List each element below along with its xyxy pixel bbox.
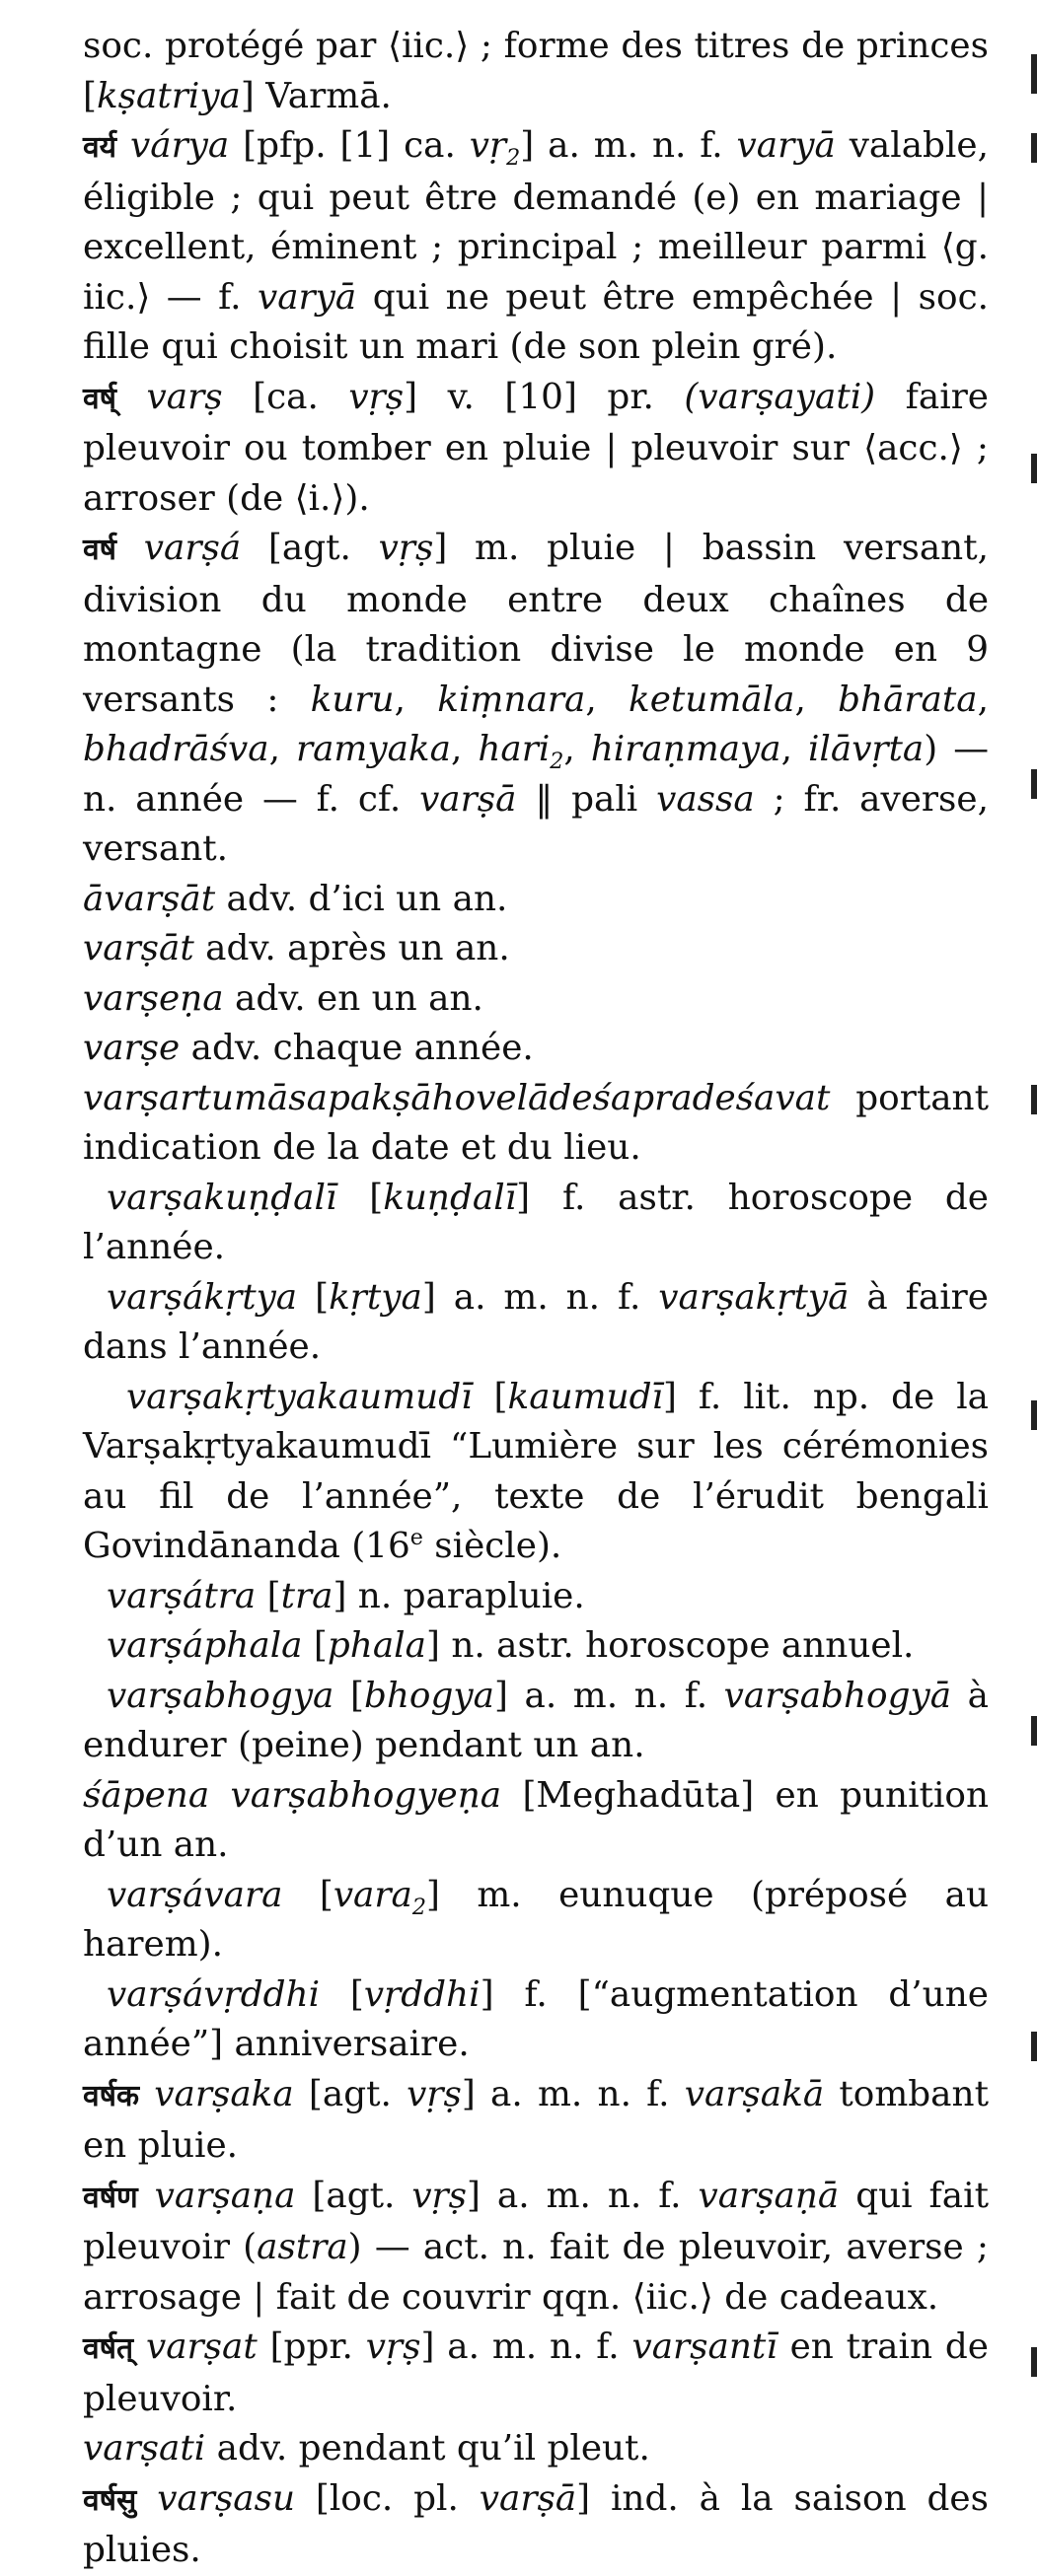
dictionary-entry: वर्षक varṣaka [agt. vṛṣ] a. m. n. f. varṣakā tombant en pluie.: [83, 2073, 989, 2166]
dictionary-entry: āvarṣāt adv. d’ici un an.: [83, 878, 508, 919]
dictionary-entry: varṣāt adv. après un an.: [83, 928, 510, 968]
dictionary-entry: varṣátra [tra] n. parapluie.: [107, 1575, 585, 1616]
dictionary-column: [83, 22, 989, 2576]
dictionary-entry: varṣabhogya [bhogya] a. m. n. f. varṣabhogyā à endurer (peine) pendant un an.: [83, 1675, 989, 1765]
dictionary-entry: वर्षत् varṣat [ppr. vṛṣ] a. m. n. f. varṣantī en train de pleuvoir.: [83, 2326, 989, 2419]
dictionary-entry: varṣakṛtyakaumudī [kaumudī] f. lit. np. de la Varṣakṛtyakaumudī “Lumière sur les cérémonies au fil de l’année”, texte de l’érudit bengali Govindānanda (16e siècle).: [83, 1376, 989, 1566]
dictionary-entry: varṣartumāsapakṣāhovelādeśapradeśavat portant indication de la date et du lieu.: [83, 1077, 989, 1168]
dictionary-entry: varṣávara [vara$_2$] m. eunuque (préposé au harem).: [83, 1874, 989, 1965]
dictionary-entry: वर्षसु varṣasu [loc. pl. varṣā] ind. à la saison des pluies.: [83, 2477, 989, 2570]
clipped-column-edge: [1031, 1716, 1037, 1746]
clipped-column-edge: [1031, 2032, 1037, 2061]
dictionary-entry: varṣákṛtya [kṛtya] a. m. n. f. varṣakṛtyā à faire dans l’année.: [83, 1276, 989, 1367]
clipped-column-edge: [1031, 769, 1037, 799]
dictionary-entry: soc. protégé par ⟨iic.⟩ ; forme des titres de princes [kṣatriya] Varmā.: [83, 26, 989, 116]
dictionary-entry: śāpena varṣabhogyeṇa [Meghadūta] en punition d’un an.: [83, 1774, 989, 1865]
dictionary-entry: varṣati adv. pendant qu’il pleut.: [83, 2428, 650, 2469]
clipped-column-edge: [1031, 1400, 1037, 1430]
dictionary-entry: varṣakuṇḍalī [kuṇḍalī] f. astr. horoscope de l’année.: [83, 1177, 989, 1267]
clipped-column-edge: [1031, 1085, 1037, 1114]
clipped-column-edge: [1031, 54, 1037, 94]
dictionary-entry: वर्ष varṣá [agt. vṛṣ] m. pluie | bassin versant, division du monde entre deux chaînes de montagne (la tradition divise le monde en 9 versants : kuru, kiṃnara, ketumāla, bhārata, bhadrāśva, ramyaka, hari$_2$, hiraṇmaya, ilāvṛta) — n. année — f. cf. varṣā ‖ pali vassa ; fr. averse, versant.: [83, 528, 990, 869]
dictionary-entry: varṣáphala [phala] n. astr. horoscope annuel.: [107, 1625, 915, 1666]
dictionary-entry: varṣávṛddhi [vṛddhi] f. [“augmentation d’une année”] anniversaire.: [83, 1973, 989, 2064]
clipped-column-edge: [1031, 2347, 1037, 2377]
clipped-column-edge: [1031, 454, 1037, 483]
dictionary-entry: वर्य várya [pfp. [1] ca. vṛ$_2$] a. m. n. f. varyā valable, éligible ; qui peut être demandé (e) en mariage | excellent, éminent ; principal ; meilleur parmi ⟨g. iic.⟩ — f. varyā qui ne peut être empêchée | soc. fille qui choisit un mari (de son plein gré).: [83, 125, 989, 367]
dictionary-entry: varṣe adv. chaque année.: [83, 1028, 534, 1068]
dictionary-entry: वर्षण varṣaṇa [agt. vṛṣ] a. m. n. f. varṣaṇā qui fait pleuvoir (astra) — act. n. fait de pleuvoir, averse ; arrosage | fait de couvrir qqn. ⟨iic.⟩ de cadeaux.: [83, 2175, 989, 2318]
dictionary-entry: varṣeṇa adv. en un an.: [83, 977, 483, 1019]
dictionary-entry: वर्ष् varṣ [ca. vṛṣ] v. [10] pr. (varṣayati) faire pleuvoir ou tomber en pluie | pleuvoir sur ⟨acc.⟩ ; arroser (de ⟨i.⟩).: [83, 376, 989, 519]
clipped-column-edge: [1031, 133, 1037, 163]
